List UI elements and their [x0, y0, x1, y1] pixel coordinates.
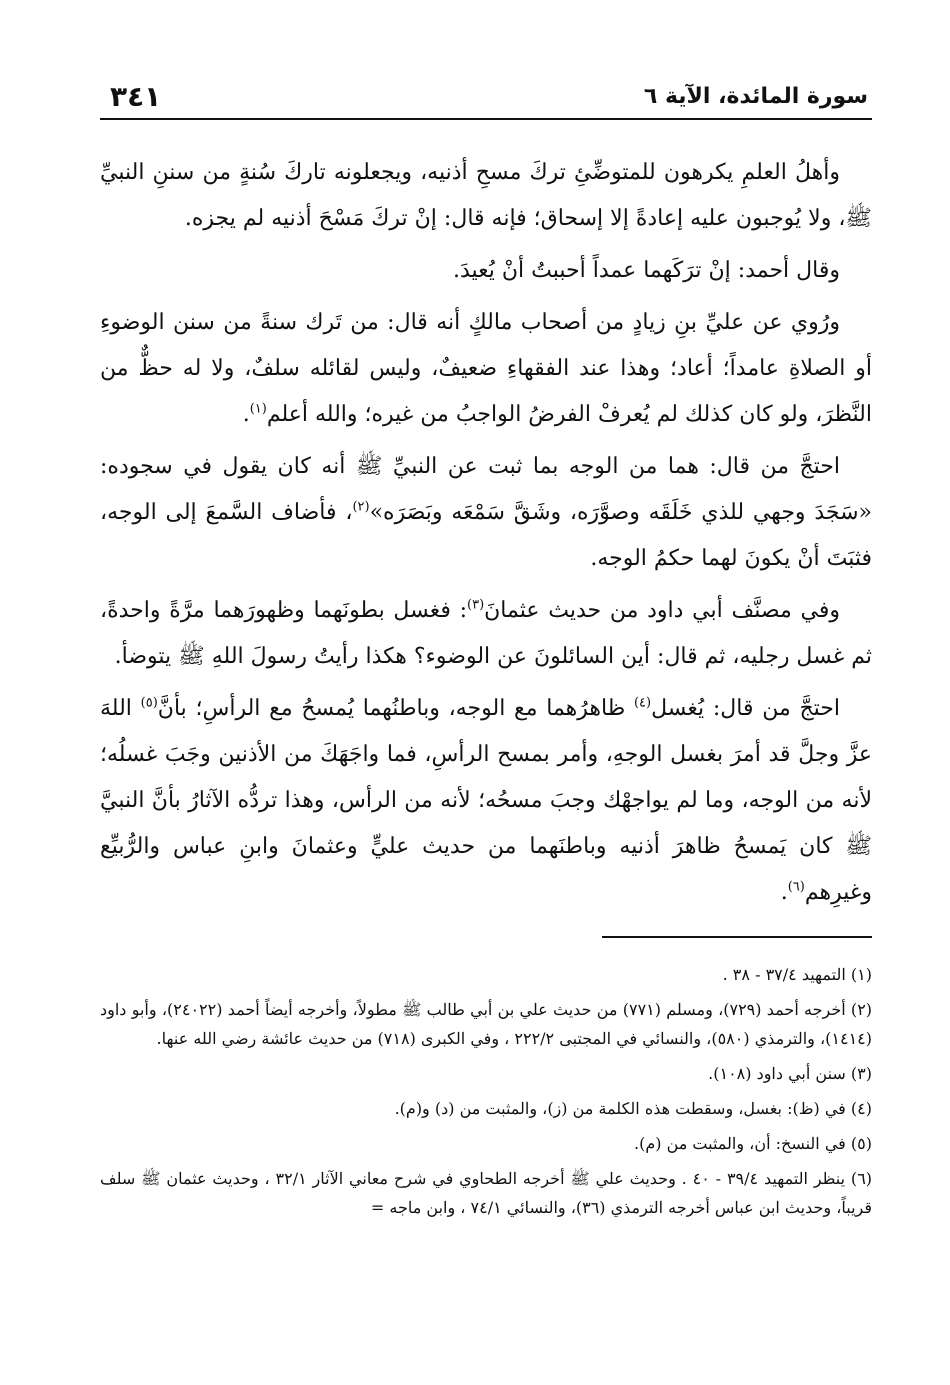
footnote-ref[interactable]: (٣): [467, 597, 485, 613]
page-number: ٣٤١: [110, 80, 162, 113]
footnotes: [100, 960, 872, 1222]
footnote-ref[interactable]: (١): [249, 401, 267, 417]
footnote-ref[interactable]: (٢): [352, 499, 370, 515]
book-page: [100, 78, 872, 1358]
footnote: (١) التمهيد ٣٧/٤ - ٣٨ .: [722, 965, 872, 984]
paragraph: احتجَّ من قال: يُغسل$^{(٤)}$ ظاهرُهما مع الوجه، وباطنُهما يُمسحُ مع الرأسِ؛ بأنَّ$^{(٥)}$ اللهَ عزَّ وجلَّ قد أمرَ بغسل الوجهِ، وأمر بمسح الرأسِ، فما واجَهَكَ من الأذنين وجَبَ غسلُه؛ لأنه من الوجه، وما لم يواجهْك وجبَ مسحُه؛ لأنه من الرأس، وهذا تردُّه الآثارُ بأنَّ النبيَّ ﷺ كان يَمسحُ ظاهرَ أذنيه وباطنَهما من حديث عليٍّ وعثمانَ وابنِ عباس والرُّبيِّع وغيرِهم$^{(٦)}$.: [100, 695, 872, 905]
footnote: (٢) أخرجه أحمد (٧٢٩)، ومسلم (٧٧١) من حديث علي بن أبي طالب ﷺ مطولاً، وأخرجه أيضاً أحمد (٢٤٠٢٢)، وأبو داود (١٤١٤)، والترمذي (٥٨٠)، والنسائي في المجتبى ٢٢٢/٢ ، وفي الكبرى (٧١٨) من حديث عائشة رضي الله عنها.: [100, 1000, 873, 1048]
paragraph: ورُوي عن عليِّ بنِ زيادٍ من أصحاب مالكٍ أنه قال: من تَرك سنةً من سنن الوضوءِ أو الصلاةِ عامداً؛ أعاد؛ وهذا عند الفقهاءِ ضعيفٌ، وليس لقائله سلفٌ، ولا له حظٌّ من النَّظرَ، ولو كان كذلك لم يُعرفْ الفرضُ الواجبُ من غيره؛ والله أعلم$^{(١)}$.: [100, 310, 872, 427]
footnote: (٣) سنن أبي داود (١٠٨).: [708, 1064, 872, 1083]
paragraph: وأهلُ العلمِ يكرهون للمتوضِّئِ تركَ مسحِ أذنيه، ويجعلونه تاركَ سُنةٍ من سننِ النبيِّ ﷺ، ولا يُوجبون عليه إعادةً إلا إسحاق؛ فإنه قال: إنْ تركَ مَسْحَ أذنيه لم يجزه.: [100, 160, 872, 231]
running-header: [100, 78, 872, 120]
footnote: (٦) ينظر التمهيد ٣٩/٤ - ٤٠ . وحديث علي ﷺ أخرجه الطحاوي في شرح معاني الآثار ٣٢/١ ، وحديث عثمان ﷺ سلف قريباً، وحديث ابن عباس أخرجه الترمذي (٣٦)، والنسائي ٧٤/١ ، وابن ماجه =: [100, 1169, 873, 1217]
paragraph: وقال أحمد: إنْ ترَكَهما عمداً أحببتُ أنْ يُعيدَ.: [452, 258, 840, 283]
main-text: [100, 150, 872, 916]
paragraph: احتجَّ من قال: هما من الوجه بما ثبت عن النبيِّ ﷺ أنه كان يقول في سجوده: «سَجَدَ وجهي للذي خَلَقَه وصوَّرَه، وشَقَّ سَمْعَه وبَصَرَه»$^{(٢)}$، فأضاف السَّمعَ إلى الوجه، فثبَتَ أنْ يكونَ لهما حكمُ الوجه.: [100, 454, 872, 571]
footnote-ref[interactable]: (٤): [633, 695, 652, 711]
footnote-ref[interactable]: (٦): [787, 879, 805, 895]
footnote-ref[interactable]: (٥): [140, 695, 158, 711]
footnote: (٤) في (ظ): بغسل، وسقطت هذه الكلمة من (ز)، والمثبت من (د) و(م).: [394, 1099, 872, 1118]
footnote-separator: [602, 936, 872, 938]
footnote: (٥) في النسخ: أن، والمثبت من (م).: [634, 1134, 872, 1153]
surah-title: سورة المائدة، الآية ٦: [643, 84, 868, 109]
paragraph: وفي مصنَّف أبي داود من حديث عثمانَ$^{(٣)}$: فغسل بطونَهما وظهورَهما مرَّةً واحدةً، ثم غسل رجليه، ثم قال: أين السائلونَ عن الوضوء؟ هكذا رأيتُ رسولَ اللهِ ﷺ يتوضأ.: [100, 597, 872, 669]
